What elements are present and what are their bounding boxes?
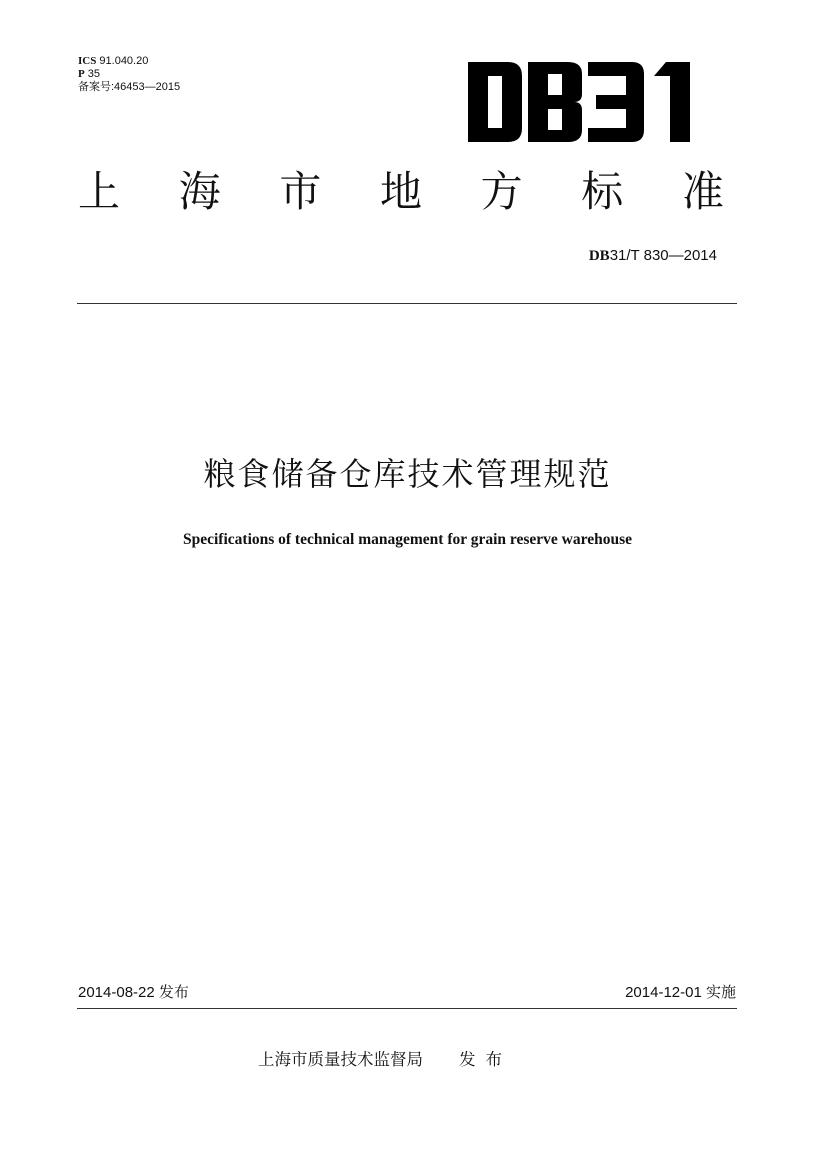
ics-value: 91.040.20 <box>99 55 149 67</box>
logo-letter-b <box>528 62 582 142</box>
issuer-verb: 发布 <box>459 1050 512 1069</box>
ics-label: ICS <box>78 55 97 67</box>
logo-digit-3 <box>588 62 644 142</box>
standard-type-char: 海 <box>178 167 221 216</box>
standard-type-char: 地 <box>379 167 422 216</box>
standard-type <box>78 166 724 218</box>
record-label: 备案号 <box>78 81 111 93</box>
ccs-label: P <box>78 68 85 80</box>
standard-type-char: 上 <box>78 167 121 216</box>
implement-date: 2014-12-01 实施 <box>625 984 736 1001</box>
standard-type-char: 市 <box>279 167 322 216</box>
standard-type-char: 准 <box>681 167 724 216</box>
header-divider <box>77 303 737 304</box>
logo-digit-1 <box>654 62 690 142</box>
issuer-name: 上海市质量技术监督局 <box>258 1050 423 1069</box>
standard-type-char: 方 <box>480 167 523 216</box>
ccs-value: 35 <box>87 68 101 80</box>
ics-line <box>78 55 180 68</box>
record-value: :46453—2015 <box>111 81 181 93</box>
issuing-authority <box>258 1050 512 1070</box>
standard-type-char: 标 <box>581 167 624 216</box>
document-title-english: Specifications of technical management for grain reserve warehouse <box>183 531 632 548</box>
standard-number-rest: 31/T 830—2014 <box>609 247 717 264</box>
standard-number-prefix: DB <box>588 248 610 264</box>
classification-info <box>78 55 180 94</box>
ccs-line <box>78 68 180 81</box>
publish-date: 2014-08-22 发布 <box>78 984 189 1001</box>
document-title-chinese: 粮食储备仓库技术管理规范 <box>203 455 612 493</box>
logo-letter-d <box>468 62 522 142</box>
db31-logo <box>468 62 692 142</box>
standard-number <box>589 246 717 265</box>
record-line <box>78 81 180 94</box>
footer-divider <box>77 1008 737 1009</box>
